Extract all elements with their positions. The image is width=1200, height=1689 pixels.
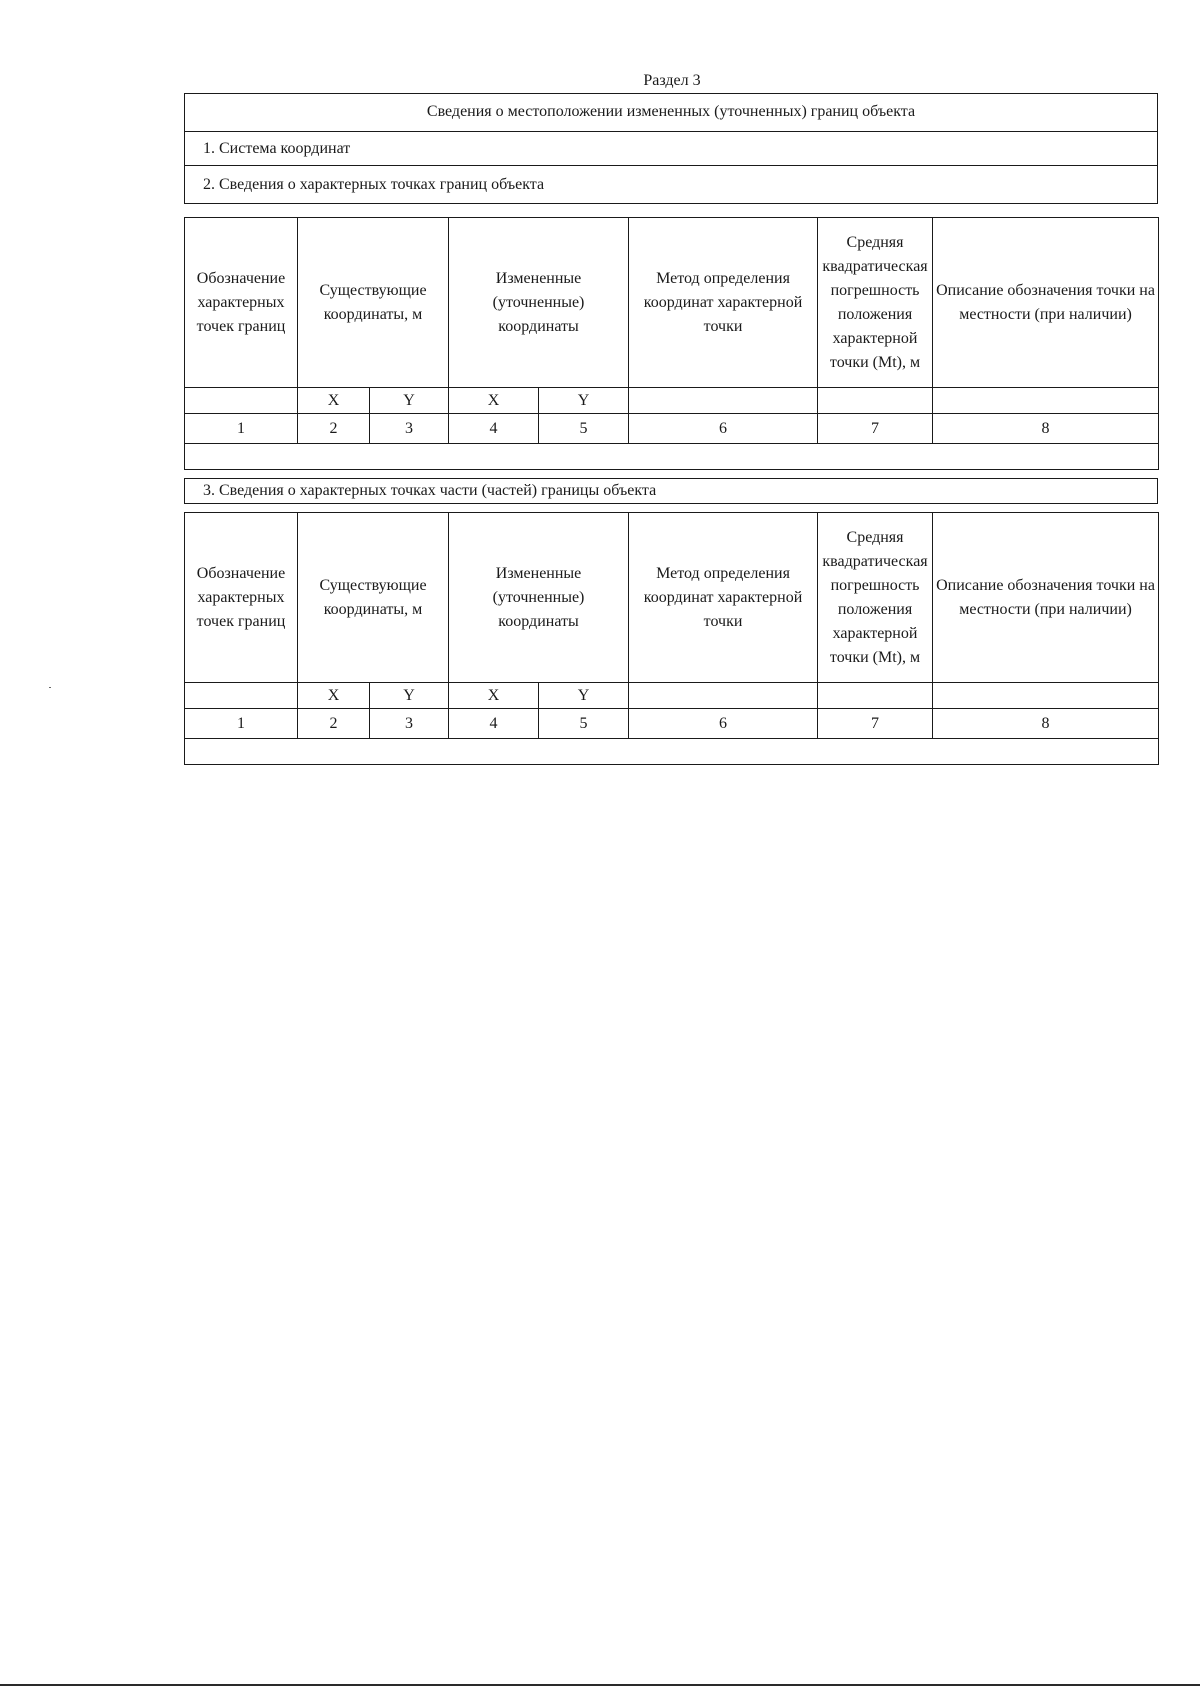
axis-x-changed: X [449, 388, 539, 414]
table-header-row [185, 218, 1159, 388]
header-description: Описание обозначения точки на местности (при наличии) [933, 218, 1159, 388]
axis-y-changed: Y [539, 683, 629, 709]
column-number: 7 [818, 709, 933, 739]
axis-cell-empty [629, 388, 818, 414]
header-changed-coords: Измененные (уточненные) координаты [449, 218, 629, 388]
axis-y-existing: Y [370, 388, 449, 414]
table-row [185, 444, 1159, 470]
column-number: 7 [818, 414, 933, 444]
table-header-row [185, 513, 1159, 683]
table-row [185, 739, 1159, 765]
header-method: Метод определения координат характерной точки [629, 513, 818, 683]
column-number: 1 [185, 414, 298, 444]
axis-x-existing: X [298, 388, 370, 414]
header-error: Средняя квадратическая погрешность положения характерной точки (Mt), м [818, 513, 933, 683]
boundary-heading: Сведения о местоположении измененных (уточненных) границ объекта [426, 103, 916, 120]
axis-y-changed: Y [539, 388, 629, 414]
header-existing-coords: Существующие координаты, м [298, 513, 449, 683]
part-points-row: 3. Сведения о характерных точках части (частей) границы объекта [184, 478, 1158, 504]
column-number: 8 [933, 414, 1159, 444]
boundary-points-table [184, 217, 1159, 470]
column-number: 4 [449, 414, 539, 444]
axis-cell-empty [818, 388, 933, 414]
axis-row [185, 683, 1159, 709]
axis-row [185, 388, 1159, 414]
column-number: 5 [539, 709, 629, 739]
column-number: 8 [933, 709, 1159, 739]
scan-speck [49, 687, 51, 688]
header-point-designation: Обозначение характерных точек границ [185, 218, 298, 388]
column-number: 6 [629, 709, 818, 739]
header-method: Метод определения координат характерной точки [629, 218, 818, 388]
empty-data-row [185, 739, 1159, 765]
boundary-info-box [184, 93, 1158, 204]
header-error: Средняя квадратическая погрешность положения характерной точки (Mt), м [818, 218, 933, 388]
column-number: 2 [298, 414, 370, 444]
column-number: 4 [449, 709, 539, 739]
axis-cell-empty [185, 683, 298, 709]
column-number: 1 [185, 709, 298, 739]
column-number: 2 [298, 709, 370, 739]
coord-system-row: 1. Система координат [185, 131, 1157, 165]
header-existing-coords: Существующие координаты, м [298, 218, 449, 388]
axis-cell-empty [933, 388, 1159, 414]
header-description: Описание обозначения точки на местности (при наличии) [933, 513, 1159, 683]
header-point-designation: Обозначение характерных точек границ [185, 513, 298, 683]
boundary-points-row: 2. Сведения о характерных точках границ объекта [185, 165, 1157, 203]
page-bottom-rule [0, 1684, 1200, 1686]
axis-cell-empty [185, 388, 298, 414]
axis-cell-empty [933, 683, 1159, 709]
axis-y-existing: Y [370, 683, 449, 709]
column-number: 3 [370, 709, 449, 739]
empty-data-row [185, 444, 1159, 470]
header-changed-coords: Измененные (уточненные) координаты [449, 513, 629, 683]
column-number: 3 [370, 414, 449, 444]
column-number-row [185, 414, 1159, 444]
column-number: 6 [629, 414, 818, 444]
part-points-table [184, 512, 1159, 765]
axis-cell-empty [629, 683, 818, 709]
axis-cell-empty [818, 683, 933, 709]
section-title: Раздел 3 [643, 72, 701, 89]
axis-x-changed: X [449, 683, 539, 709]
column-number: 5 [539, 414, 629, 444]
axis-x-existing: X [298, 683, 370, 709]
column-number-row [185, 709, 1159, 739]
